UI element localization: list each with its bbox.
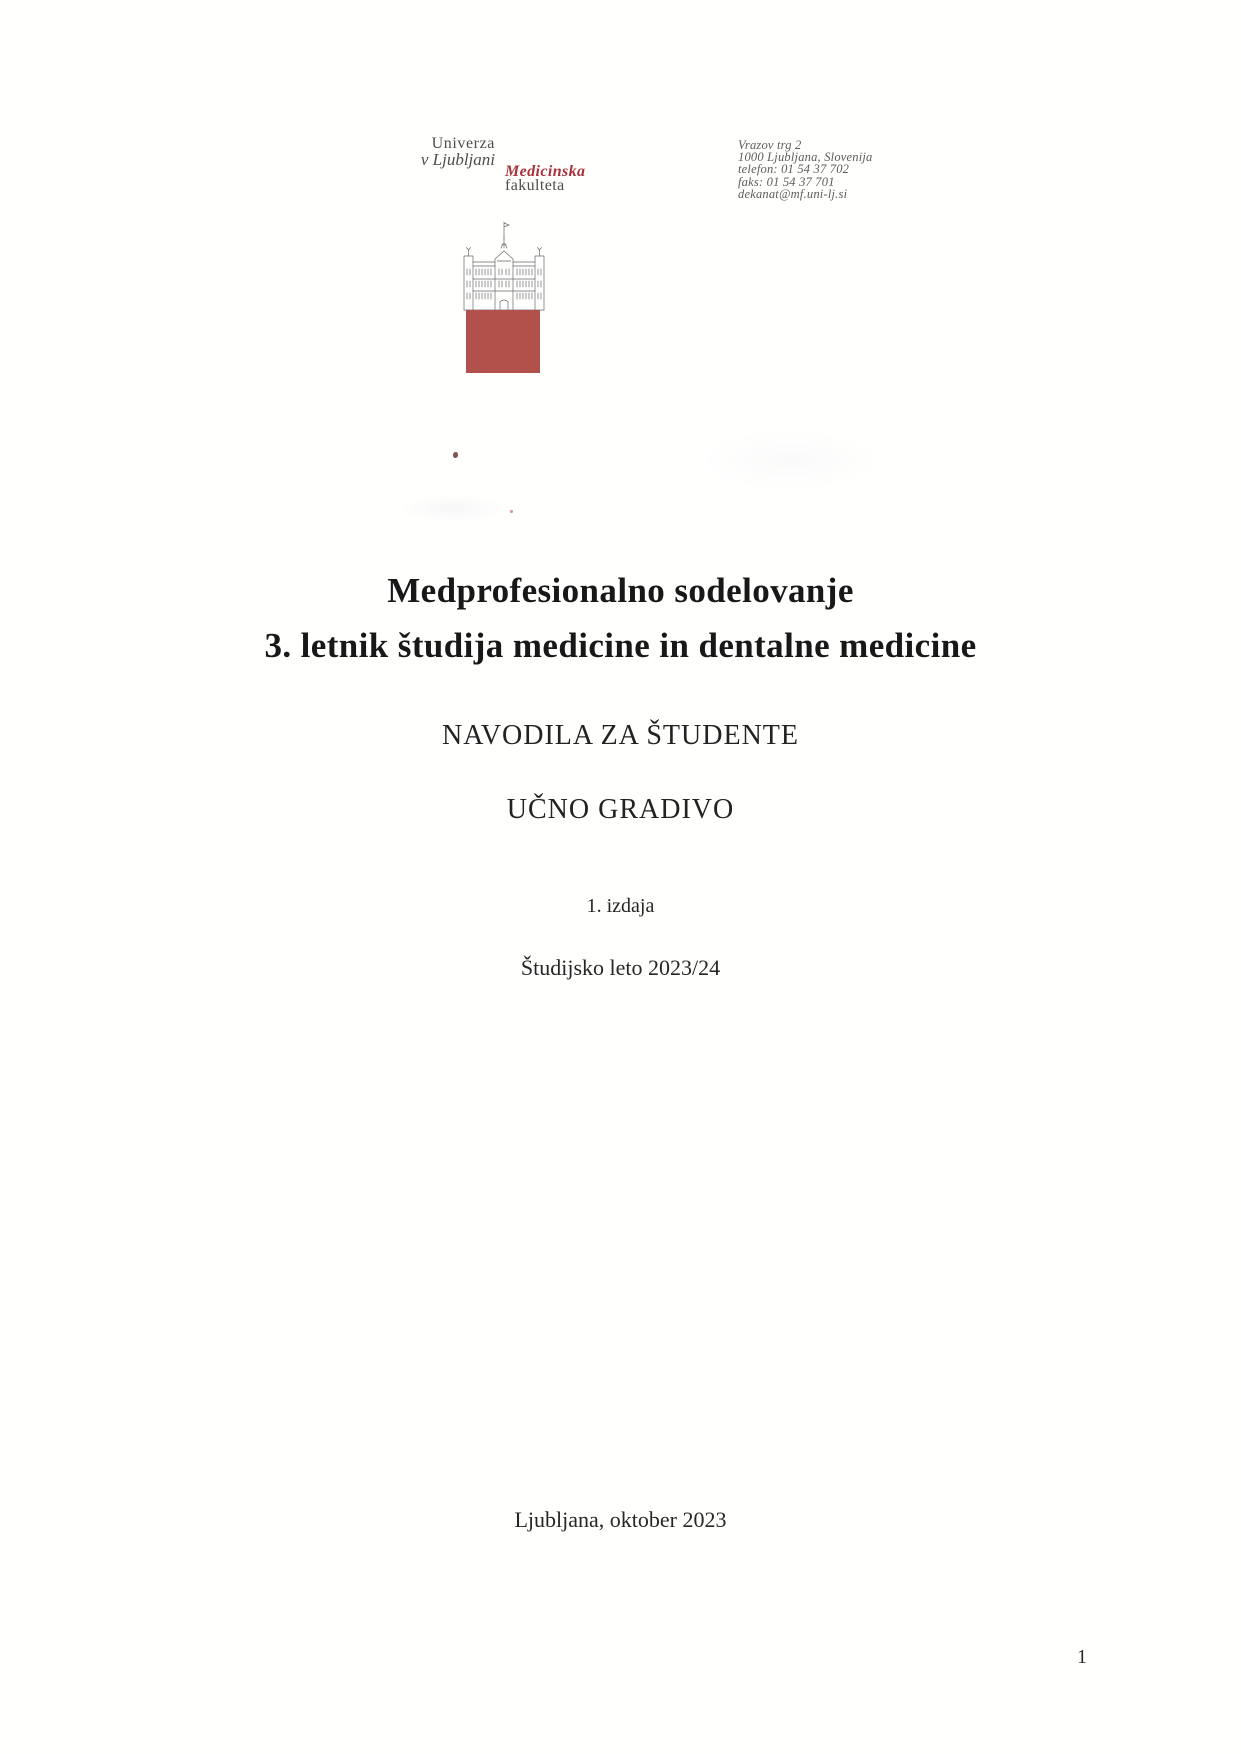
- academic-year-line: Študijsko leto 2023/24: [520, 955, 721, 980]
- place-date-line: Ljubljana, oktober 2023: [514, 1507, 727, 1532]
- address-line-city: 1000 Ljubljana, Slovenija: [738, 150, 873, 165]
- address-line-street: Vrazov trg 2: [738, 138, 802, 152]
- university-name-line2: v Ljubljani: [420, 150, 495, 169]
- address-line-fax: faks: 01 54 37 701: [738, 174, 835, 189]
- page-number: 1: [1077, 1646, 1087, 1668]
- edition-line: 1. izdaja: [586, 895, 655, 917]
- university-building-icon: [462, 220, 546, 312]
- address-line-email: dekanat@mf.uni-lj.si: [738, 186, 848, 201]
- subtitle-navodila: NAVODILA ZA ŠTUDENTE: [441, 720, 800, 751]
- scan-smudge: [700, 430, 880, 490]
- address-block: [738, 139, 958, 200]
- faculty-wordmark: [505, 165, 665, 193]
- document-title: [0, 563, 1241, 673]
- title-line-2: 3. letnik študija medicine in dentalne medicine: [264, 626, 977, 665]
- scan-speck-artifact: [510, 510, 513, 513]
- scan-dot-artifact: [453, 452, 458, 458]
- title-line-1: Medprofesionalno sodelovanje: [387, 571, 854, 610]
- faculty-name-line2: fakulteta: [505, 177, 565, 194]
- logo-red-square: [466, 310, 540, 373]
- address-line-phone: telefon: 01 54 37 702: [738, 162, 850, 177]
- faculty-name-line1: Medicinska: [505, 163, 586, 180]
- university-name-line1: Univerza: [431, 135, 495, 152]
- university-wordmark: [360, 136, 495, 168]
- subtitle-ucno-gradivo: UČNO GRADIVO: [506, 794, 735, 825]
- university-logo: [462, 220, 546, 378]
- scan-smudge: [400, 495, 510, 523]
